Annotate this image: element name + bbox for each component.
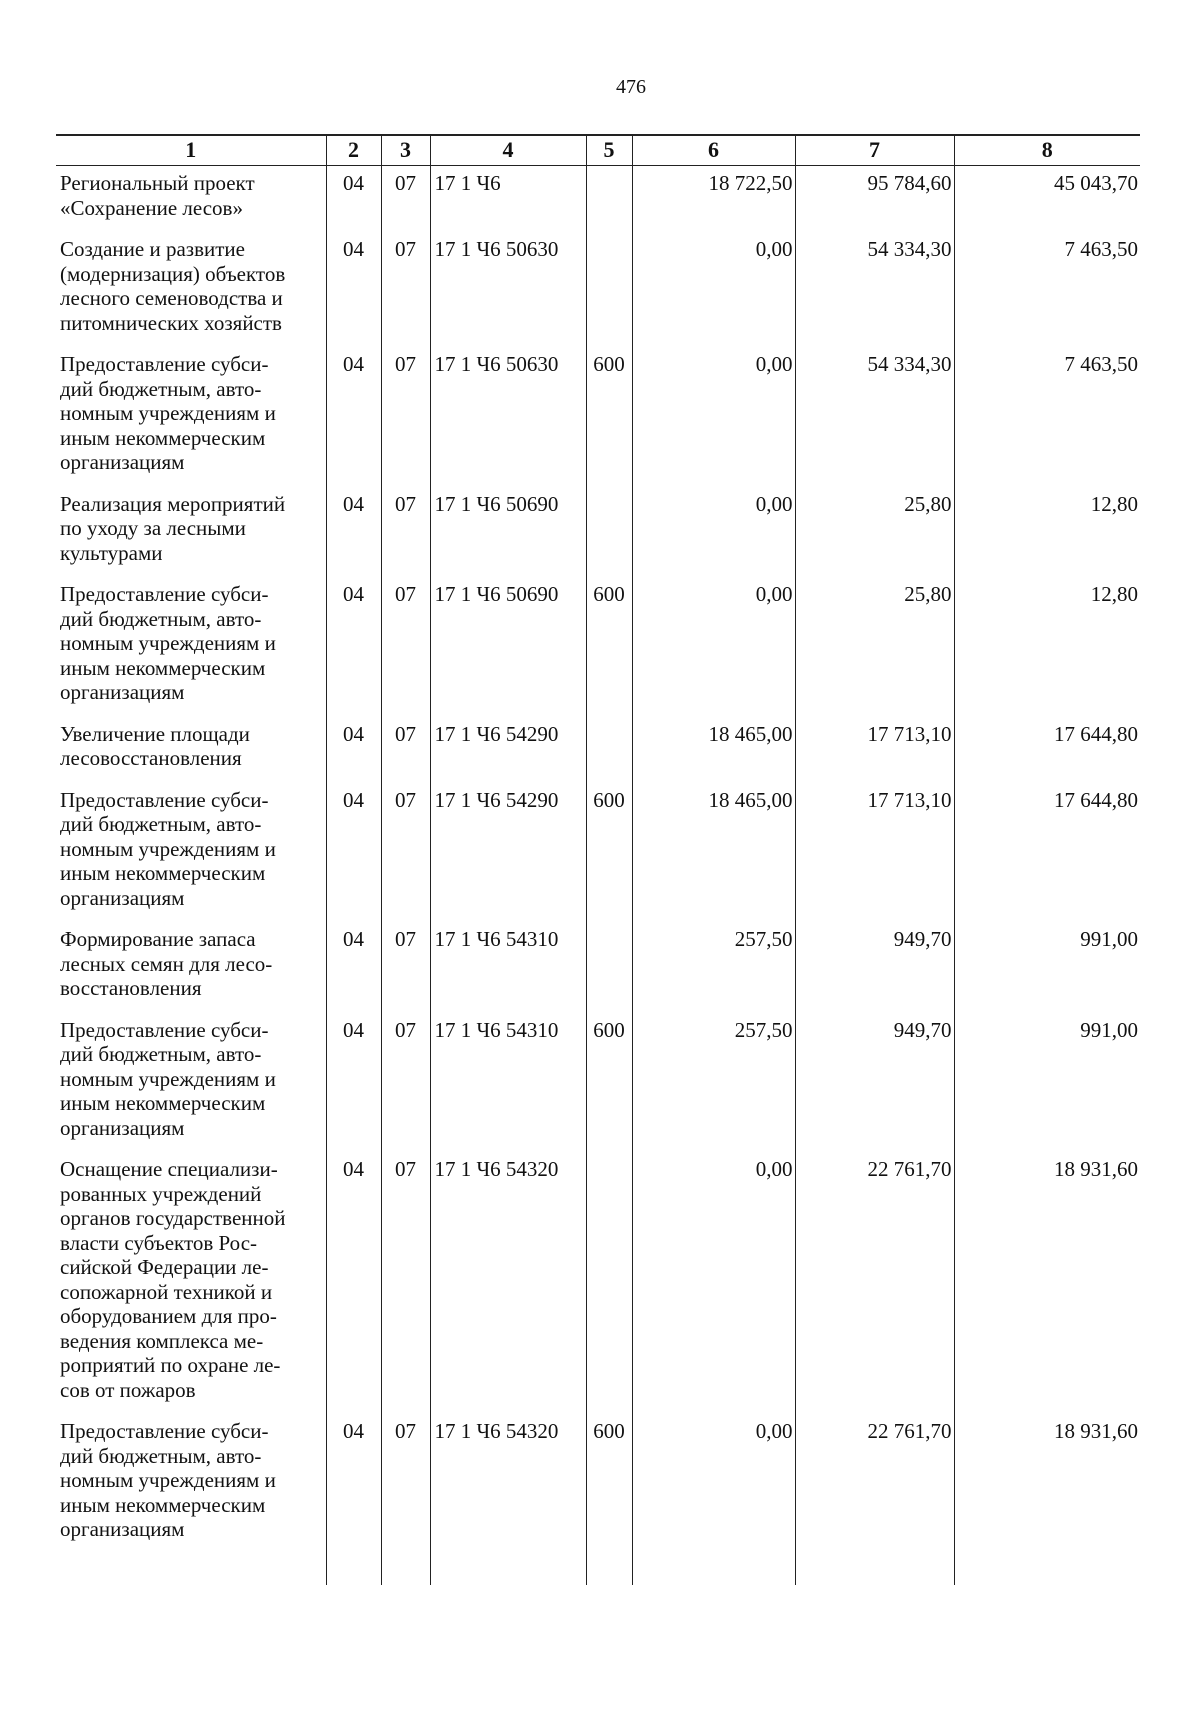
amount-cell-6: 0,00 <box>632 577 795 717</box>
amount-cell-6: 0,00 <box>632 1152 795 1414</box>
item-name-line: ведения комплекса ме- <box>60 1328 264 1353</box>
amount-cell-8: 991,00 <box>954 922 1140 1013</box>
item-name-line: дий бюджетным, авто- <box>60 1042 262 1066</box>
item-name-line: лесных семян для лесо- <box>60 951 273 976</box>
subsection-code-cell: 07 <box>381 232 430 347</box>
table-row <box>56 1152 1140 1414</box>
item-name-line: (модернизация) объектов <box>60 261 286 286</box>
item-name-line: организациям <box>60 450 185 474</box>
item-name-line: номным учреждениям и <box>60 1066 276 1091</box>
item-name-line: питомнических хозяйств <box>60 310 282 335</box>
amount-cell-6: 18 465,00 <box>632 783 795 923</box>
expense-type-cell: 600 <box>586 577 632 717</box>
expense-type-cell: 600 <box>586 783 632 923</box>
table-row <box>56 1013 1140 1153</box>
subsection-code-cell: 07 <box>381 347 430 487</box>
item-name-line: номным учреждениям и <box>60 631 276 655</box>
item-name-line: Формирование запаса <box>60 927 256 951</box>
amount-cell-7: 25,80 <box>795 487 954 578</box>
item-name-line: сийской Федерации ле- <box>60 1255 269 1279</box>
item-name-cell <box>56 1414 326 1585</box>
table-row <box>56 232 1140 347</box>
subsection-code-cell: 07 <box>381 783 430 923</box>
target-article-cell: 17 1 Ч6 54320 <box>430 1152 586 1414</box>
target-article-cell: 17 1 Ч6 54310 <box>430 1013 586 1153</box>
item-name-line: сов от пожаров <box>60 1377 196 1402</box>
item-name-cell <box>56 717 326 783</box>
amount-cell-8: 17 644,80 <box>954 783 1140 923</box>
section-code-cell: 04 <box>326 232 381 347</box>
expense-type-cell: 600 <box>586 1013 632 1153</box>
expense-type-cell <box>586 717 632 783</box>
item-name-line: культурами <box>60 540 163 565</box>
amount-cell-7: 949,70 <box>795 1013 954 1153</box>
expense-type-cell: 600 <box>586 1414 632 1585</box>
expense-type-cell: 600 <box>586 347 632 487</box>
item-name-line: организациям <box>60 1517 185 1541</box>
amount-cell-7: 17 713,10 <box>795 717 954 783</box>
amount-cell-6: 0,00 <box>632 347 795 487</box>
item-name-line: дий бюджетным, авто- <box>60 1443 262 1468</box>
item-name-cell <box>56 1152 326 1414</box>
item-name-line: иным некоммерческим <box>60 425 266 450</box>
item-name-line: рованных учреждений <box>60 1181 262 1206</box>
expense-type-cell <box>586 232 632 347</box>
item-name-line: Создание и развитие <box>60 237 245 261</box>
item-name-cell <box>56 232 326 347</box>
section-code-cell: 04 <box>326 487 381 578</box>
amount-cell-7: 949,70 <box>795 922 954 1013</box>
column-header-3: 3 <box>381 135 430 166</box>
expense-type-cell <box>586 487 632 578</box>
table-row <box>56 783 1140 923</box>
item-name-line: дий бюджетным, авто- <box>60 812 262 836</box>
target-article-cell: 17 1 Ч6 54320 <box>430 1414 586 1585</box>
item-name-line: Предоставление субси- <box>60 1017 269 1042</box>
amount-cell-7: 25,80 <box>795 577 954 717</box>
item-name-cell <box>56 347 326 487</box>
subsection-code-cell: 07 <box>381 1414 430 1585</box>
item-name-line: номным учреждениям и <box>60 1468 276 1492</box>
item-name-line: иным некоммерческим <box>60 1492 266 1517</box>
amount-cell-6: 0,00 <box>632 232 795 347</box>
item-name-line: иным некоммерческим <box>60 1091 266 1115</box>
table-body <box>56 166 1140 1585</box>
item-name-line: органов государственной <box>60 1206 286 1230</box>
table-row <box>56 166 1140 233</box>
item-name-line: иным некоммерческим <box>60 861 266 885</box>
amount-cell-8: 7 463,50 <box>954 347 1140 487</box>
item-name-line: восстановления <box>60 976 202 1000</box>
item-name-line: дий бюджетным, авто- <box>60 376 262 401</box>
section-code-cell: 04 <box>326 717 381 783</box>
target-article-cell: 17 1 Ч6 50630 <box>430 347 586 487</box>
amount-cell-8: 18 931,60 <box>954 1414 1140 1585</box>
target-article-cell: 17 1 Ч6 54310 <box>430 922 586 1013</box>
item-name-line: организациям <box>60 1115 185 1140</box>
section-code-cell: 04 <box>326 577 381 717</box>
amount-cell-8: 12,80 <box>954 577 1140 717</box>
item-name-line: Региональный проект <box>60 171 255 195</box>
page-number: 476 <box>616 76 646 98</box>
amount-cell-6: 257,50 <box>632 1013 795 1153</box>
column-header-1: 1 <box>56 135 326 166</box>
amount-cell-7: 95 784,60 <box>795 166 954 233</box>
section-code-cell: 04 <box>326 1414 381 1585</box>
target-article-cell: 17 1 Ч6 54290 <box>430 717 586 783</box>
column-header-5: 5 <box>586 135 632 166</box>
item-name-line: организациям <box>60 680 185 704</box>
column-header-8: 8 <box>954 135 1140 166</box>
target-article-cell: 17 1 Ч6 <box>430 166 586 233</box>
amount-cell-6: 0,00 <box>632 487 795 578</box>
subsection-code-cell: 07 <box>381 1013 430 1153</box>
subsection-code-cell: 07 <box>381 1152 430 1414</box>
amount-cell-6: 18 722,50 <box>632 166 795 233</box>
section-code-cell: 04 <box>326 166 381 233</box>
item-name-line: власти субъектов Рос- <box>60 1230 258 1255</box>
column-header-4: 4 <box>430 135 586 166</box>
item-name-line: Увеличение площади <box>60 721 250 746</box>
table-row <box>56 1414 1140 1585</box>
item-name-line: Оснащение специализи- <box>60 1157 278 1181</box>
section-code-cell: 04 <box>326 1013 381 1153</box>
column-header-2: 2 <box>326 135 381 166</box>
item-name-cell <box>56 783 326 923</box>
table-row <box>56 487 1140 578</box>
amount-cell-6: 257,50 <box>632 922 795 1013</box>
budget-table <box>56 134 1140 1585</box>
section-code-cell: 04 <box>326 922 381 1013</box>
item-name-cell <box>56 922 326 1013</box>
item-name-line: лесовосстановления <box>60 746 242 770</box>
amount-cell-8: 7 463,50 <box>954 232 1140 347</box>
amount-cell-8: 18 931,60 <box>954 1152 1140 1414</box>
subsection-code-cell: 07 <box>381 487 430 578</box>
table-row <box>56 347 1140 487</box>
target-article-cell: 17 1 Ч6 50690 <box>430 487 586 578</box>
column-header-6: 6 <box>632 135 795 166</box>
amount-cell-8: 991,00 <box>954 1013 1140 1153</box>
amount-cell-7: 54 334,30 <box>795 232 954 347</box>
table-header-row <box>56 135 1140 166</box>
item-name-line: Предоставление субси- <box>60 1419 269 1443</box>
amount-cell-7: 22 761,70 <box>795 1414 954 1585</box>
amount-cell-8: 17 644,80 <box>954 717 1140 783</box>
item-name-line: иным некоммерческим <box>60 655 266 680</box>
item-name-line: Предоставление субси- <box>60 352 269 376</box>
item-name-line: оборудованием для про- <box>60 1304 277 1328</box>
amount-cell-7: 54 334,30 <box>795 347 954 487</box>
column-header-7: 7 <box>795 135 954 166</box>
subsection-code-cell: 07 <box>381 922 430 1013</box>
section-code-cell: 04 <box>326 347 381 487</box>
item-name-line: лесного семеноводства и <box>60 286 283 310</box>
item-name-line: Предоставление субси- <box>60 787 269 812</box>
item-name-line: роприятий по охране ле- <box>60 1353 281 1377</box>
amount-cell-8: 45 043,70 <box>954 166 1140 233</box>
subsection-code-cell: 07 <box>381 577 430 717</box>
amount-cell-6: 18 465,00 <box>632 717 795 783</box>
table-row <box>56 717 1140 783</box>
target-article-cell: 17 1 Ч6 50630 <box>430 232 586 347</box>
expense-type-cell <box>586 922 632 1013</box>
item-name-line: Предоставление субси- <box>60 582 269 606</box>
section-code-cell: 04 <box>326 1152 381 1414</box>
item-name-cell <box>56 1013 326 1153</box>
item-name-line: сопожарной техникой и <box>60 1279 273 1304</box>
amount-cell-7: 17 713,10 <box>795 783 954 923</box>
section-code-cell: 04 <box>326 783 381 923</box>
expense-type-cell <box>586 1152 632 1414</box>
item-name-line: дий бюджетным, авто- <box>60 606 262 631</box>
item-name-line: номным учреждениям и <box>60 836 276 861</box>
amount-cell-6: 0,00 <box>632 1414 795 1585</box>
item-name-cell <box>56 166 326 233</box>
subsection-code-cell: 07 <box>381 717 430 783</box>
item-name-line: номным учреждениям и <box>60 401 276 425</box>
table-row <box>56 577 1140 717</box>
table-row <box>56 922 1140 1013</box>
item-name-line: организациям <box>60 885 185 910</box>
target-article-cell: 17 1 Ч6 50690 <box>430 577 586 717</box>
item-name-line: «Сохранение лесов» <box>60 195 243 220</box>
item-name-line: по уходу за лесными <box>60 516 246 540</box>
amount-cell-8: 12,80 <box>954 487 1140 578</box>
amount-cell-7: 22 761,70 <box>795 1152 954 1414</box>
expense-type-cell <box>586 166 632 233</box>
target-article-cell: 17 1 Ч6 54290 <box>430 783 586 923</box>
subsection-code-cell: 07 <box>381 166 430 233</box>
item-name-line: Реализация мероприятий <box>60 491 286 516</box>
item-name-cell <box>56 487 326 578</box>
item-name-cell <box>56 577 326 717</box>
